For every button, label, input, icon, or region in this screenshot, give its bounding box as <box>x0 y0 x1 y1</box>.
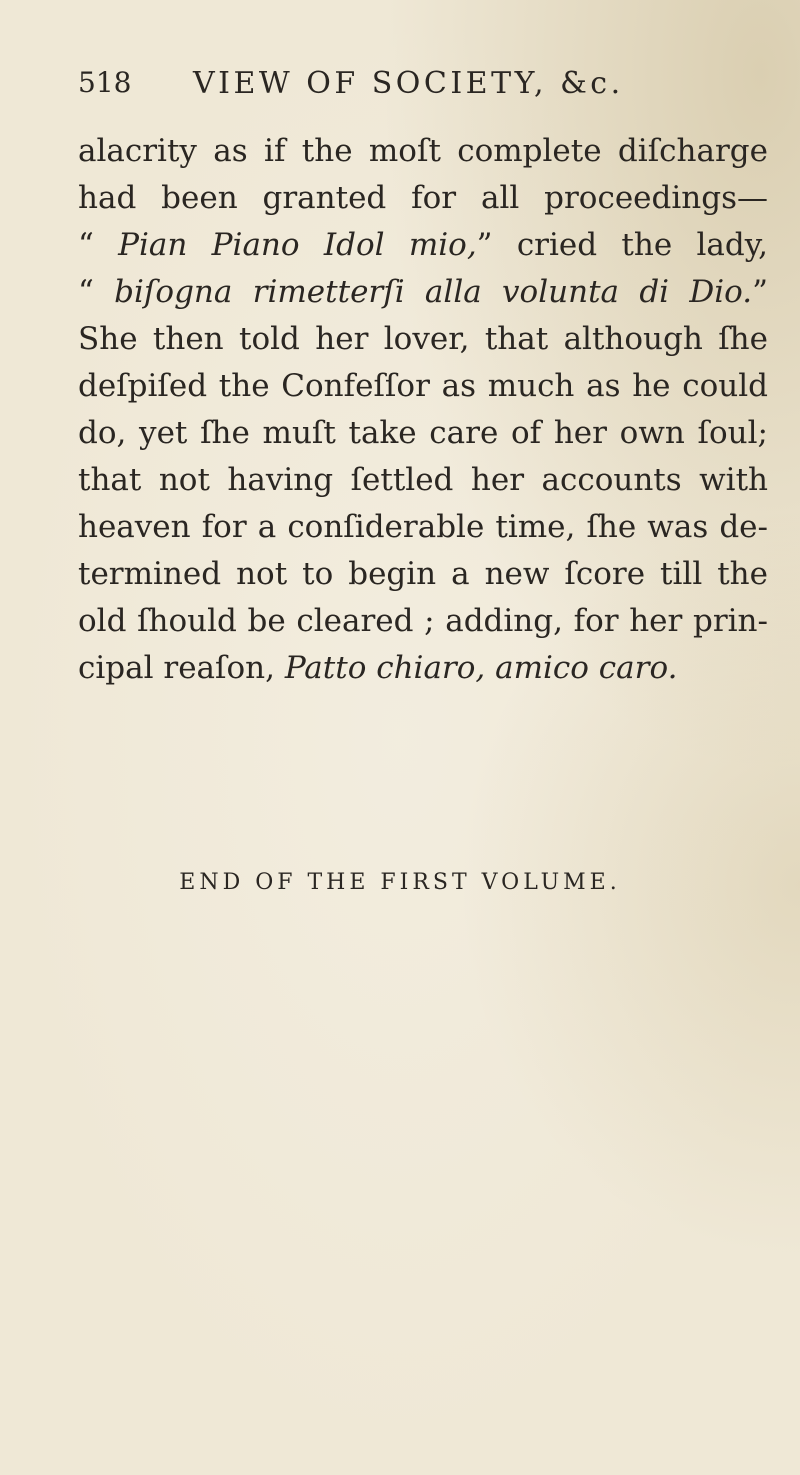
running-title: VIEW OF SOCIETY, &c. <box>193 66 624 101</box>
end-of-volume-note: END OF THE FIRST VOLUME. <box>179 870 621 895</box>
italic-phrase: Patto chiaro, amico caro. <box>284 650 678 686</box>
text-line-7: do, yet ſhe muſt take care of her own ſoul; <box>78 415 768 451</box>
text-line-10: termined not to begin a new ſcore till the <box>78 556 768 592</box>
text-line-4 <box>78 269 768 316</box>
open-quote: “ <box>78 274 115 310</box>
text-segment: cipal reaſon, <box>78 650 285 686</box>
page-number: 518 <box>78 66 132 99</box>
text-line-2: had been granted for all proceedings— <box>78 180 768 216</box>
text-line-3 <box>78 222 768 269</box>
text-line-6: deſpiſed the Confeſſor as much as he could <box>78 368 768 404</box>
text-line-12 <box>78 645 768 692</box>
body-text <box>78 128 768 692</box>
text-line-9: heaven for a conſiderable time, ſhe was de- <box>78 509 768 545</box>
text-line-1: alacrity as if the moſt complete diſcharge <box>78 133 768 169</box>
italic-phrase: Pian Piano Idol mio, <box>118 227 477 263</box>
text-line-11: old ſhould be cleared ; adding, for her prin- <box>78 603 768 639</box>
running-head <box>78 66 758 110</box>
italic-phrase: biſogna rimetterſi alla volunta di Dio. <box>114 274 753 310</box>
open-quote: “ <box>78 227 119 263</box>
text-line-5: She then told her lover, that although ſhe <box>78 321 768 357</box>
text-segment: ” cried the lady, <box>476 227 768 263</box>
close-quote: ” <box>752 274 769 310</box>
text-line-8: that not having ſettled her accounts with <box>78 462 768 498</box>
